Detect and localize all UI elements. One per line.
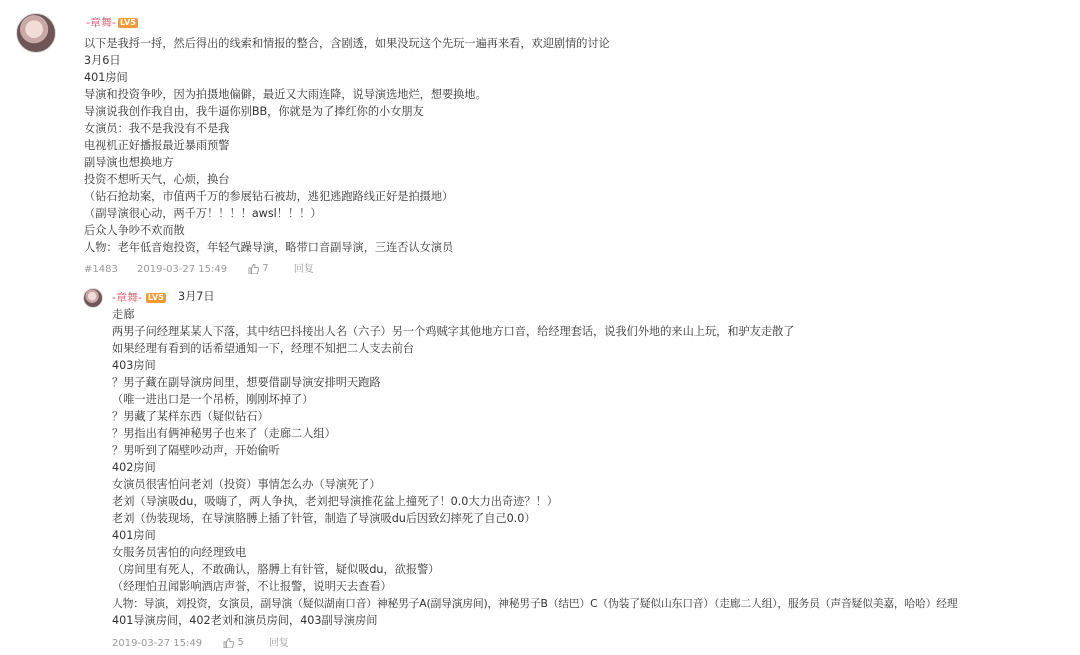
reply-line: （房间里有死人，不敢确认，胳膊上有针管，疑似吸du，欲报警） <box>112 563 440 576</box>
comment-meta <box>84 262 314 278</box>
avatar[interactable] <box>16 13 56 53</box>
reply-line: 人物：导演，刘投资，女演员，副导演（疑似湖南口音）神秘男子A(副导演房间)，神秘男子B（结巴）C（伪装了疑似山东口音）（走廊二人组），服务员（声音疑似美嘉，哈哈）经理 <box>112 597 958 610</box>
reply-line: 403房间 <box>112 359 156 372</box>
reply-level-badge: LV5 <box>148 293 164 302</box>
reply-line: ？男藏了某样东西（疑似钻石） <box>112 410 269 423</box>
reply-line: 如果经理有看到的话希望通知一下，经理不知把二人支去前台 <box>112 342 415 355</box>
like-button[interactable] <box>248 262 268 277</box>
reply-timestamp: 2019-03-27 15:49 <box>112 637 203 649</box>
comment-line: 投资不想听天气，心烦，换台 <box>84 173 230 186</box>
username[interactable]: -章舞- <box>86 16 116 29</box>
reply-line: ？男听到了隔壁吵动声，开始偷听 <box>112 444 280 457</box>
reply-line: 两男子问经理某某人下落，其中结巴抖接出人名（六子）另一个鸡贼字其他地方口音，给经理套话，说我们外地的来山上玩，和驴友走散了 <box>112 325 795 338</box>
reply-line: 402房间 <box>112 461 156 474</box>
comment-line: 3月6日 <box>84 54 121 67</box>
reply-line: ？男子藏在副导演房间里，想要借副导演安排明天跑路 <box>112 376 381 389</box>
reply-line: 401房间 <box>112 529 156 542</box>
reply-line: 老刘（伪装现场，在导演胳膊上插了针管，制造了导演吸du后因致幻摔死了自己0.0） <box>112 512 536 525</box>
reply-username[interactable]: -章舞- <box>112 291 142 304</box>
reply-reply-button[interactable]: 回复 <box>268 637 289 649</box>
comment-line: 导演和投资争吵，因为拍摄地偏僻，最近又大雨连降，说导演选地烂，想要换地。 <box>84 88 487 101</box>
comment-line: 以下是我捋一捋，然后得出的线索和情报的整合，含剧透，如果没玩这个先玩一遍再来看，欢迎剧情的讨论 <box>84 37 610 50</box>
reply-line: ？男指出有俩神秘男子也来了（走廊二人组） <box>112 427 336 440</box>
reply-date: 3月7日 <box>178 290 215 303</box>
reply-line: （唯一进出口是一个吊桥，刚刚坏掉了） <box>112 393 314 406</box>
reply-avatar[interactable] <box>83 288 103 308</box>
comment-line: （副导演很心动，两千万！！！！awsl！！！） <box>84 207 322 220</box>
reply-line: （经理怕丑闻影响酒店声誉，不让报警，说明天去查看） <box>112 580 392 593</box>
comment-line: 导演说我创作我自由，我牛逼你别BB，你就是为了捧红你的小女朋友 <box>84 105 424 118</box>
floor-number: #1483 <box>84 263 118 275</box>
timestamp: 2019-03-27 15:49 <box>137 263 228 275</box>
comment-line: 401房间 <box>84 71 128 84</box>
thumbs-up-icon <box>248 264 259 274</box>
reply-line: 401导演房间，402老刘和演员房间，403副导演房间 <box>112 614 378 627</box>
comment-line: 女演员：我不是我没有不是我 <box>84 122 230 135</box>
reply-meta <box>112 636 289 652</box>
comment-line: 副导演也想换地方 <box>84 156 174 169</box>
reply-line: 走廊 <box>112 308 135 321</box>
thumbs-up-icon <box>223 638 234 648</box>
reply-line: 女演员很害怕问老刘（投资）事情怎么办（导演死了） <box>112 478 381 491</box>
reply-line: 老刘（导演吸du，吸嗨了，两人争执，老刘把导演推花盆上撞死了！0.0大力出奇迹？！） <box>112 495 558 508</box>
comment-line: （钻石抢劫案，市值两千万的参展钻石被劫，逃犯逃跑路线正好是拍摄地） <box>84 190 454 203</box>
reply-like-count: 5 <box>237 637 244 648</box>
comment-line: 电视机正好播报最近暴雨预警 <box>84 139 230 152</box>
reply-line: 女服务员害怕的向经理致电 <box>112 546 247 559</box>
comment-line: 人物：老年低音炮投资，年轻气躁导演，略带口音副导演，三连否认女演员 <box>84 241 454 254</box>
like-count: 7 <box>262 263 269 274</box>
reply-button[interactable]: 回复 <box>293 263 314 275</box>
level-badge: LV5 <box>120 18 136 27</box>
comment-line: 后众人争吵不欢而散 <box>84 224 185 237</box>
reply-like-button[interactable] <box>223 636 243 651</box>
